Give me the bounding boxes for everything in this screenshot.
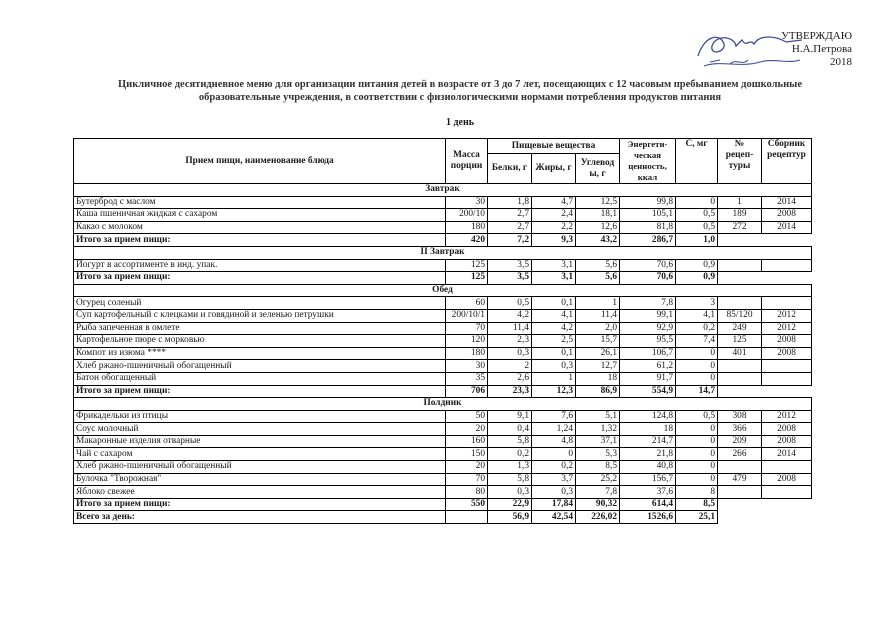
table-cell: 2,4 [532,209,576,222]
table-cell: 5,8 [488,435,532,448]
header-protein: Белки, г [488,154,532,184]
grand-total-cell: 1526,6 [620,511,676,524]
table-row [74,259,812,272]
table-cell: 21,8 [620,448,676,461]
total-cell: 9,3 [532,234,576,247]
section-title: Обед [74,284,812,297]
table-cell: 1,3 [488,461,532,474]
table-cell: 2,5 [532,335,576,348]
table-cell: Макаронные изделия отварные [74,435,446,448]
table-cell: 3,5 [488,259,532,272]
table-row [74,209,812,222]
table-cell: 0 [676,448,718,461]
day-label: 1 день [445,117,475,128]
empty-cell [762,272,812,285]
total-cell: 0,9 [676,272,718,285]
table-cell: 2008 [762,335,812,348]
total-cell: 86,9 [576,385,620,398]
total-cell: 17,84 [532,498,576,511]
total-row [74,234,812,247]
table-cell: 150 [446,448,488,461]
header-energy: Энергети-ческая ценность, ккал [620,139,676,184]
table-cell: 1,24 [532,423,576,436]
table-cell: Компот из изюма **** [74,347,446,360]
table-cell: 18,1 [576,209,620,222]
empty-cell [718,272,762,285]
total-cell: Итого за прием пищи: [74,234,446,247]
table-cell [718,372,762,385]
table-row [74,309,812,322]
table-cell: 81,8 [620,221,676,234]
table-cell: 0,3 [488,347,532,360]
table-cell: 4,8 [532,435,576,448]
table-cell: 99,8 [620,196,676,209]
table-cell: Суп картофельный с клецками и говядиной и зеленью петрушки [74,309,446,322]
total-row [74,272,812,285]
table-cell: Огурец соленый [74,297,446,310]
table-cell: 70 [446,473,488,486]
table-cell: Фрикадельки из птицы [74,410,446,423]
table-cell: 209 [718,435,762,448]
total-cell: 12,3 [532,385,576,398]
table-row [74,347,812,360]
table-cell: Какао с молоком [74,221,446,234]
table-cell: 2008 [762,423,812,436]
table-cell [762,461,812,474]
table-cell: Чай с сахаром [74,448,446,461]
table-cell: 0 [676,372,718,385]
table-cell: 0,5 [676,209,718,222]
table-cell: 3 [676,297,718,310]
table-cell: 2012 [762,322,812,335]
table-cell: 95,5 [620,335,676,348]
page-title: Цикличное десятидневное меню для организации питания детей в возрасте от 3 до 7 лет, посещающих с 12 часовым пребыванием дошкольные образовательные учреждения, в соответствии с физиологическими нормами потребления продуктов питания [118,79,802,103]
grand-total-cell [446,511,488,524]
table-cell: 2,7 [488,209,532,222]
table-cell: 0,5 [676,221,718,234]
total-cell: 125 [446,272,488,285]
grand-total-cell: 56,9 [488,511,532,524]
table-cell: 20 [446,423,488,436]
section-row [74,246,812,259]
table-cell: 0,3 [532,360,576,373]
table-cell: 125 [446,259,488,272]
table-cell: 401 [718,347,762,360]
table-row [74,448,812,461]
table-cell: 30 [446,196,488,209]
table-cell: 8 [676,486,718,499]
table-cell: 2012 [762,410,812,423]
header-recipe: № рецеп-туры [718,139,762,184]
table-cell: Картофельное пюре с морковью [74,335,446,348]
table-cell: Хлеб ржано-пшеничный обогащенный [74,360,446,373]
table-cell: 2014 [762,196,812,209]
table-cell [718,259,762,272]
table-cell: 5,6 [576,259,620,272]
table-cell: 4,1 [532,309,576,322]
table-cell: 156,7 [620,473,676,486]
total-cell: 8,5 [676,498,718,511]
table-cell: Батон обогащенный [74,372,446,385]
table-cell: 266 [718,448,762,461]
table-cell: 106,7 [620,347,676,360]
table-cell: 2008 [762,473,812,486]
table-cell: 35 [446,372,488,385]
table-cell: 0 [532,448,576,461]
menu-body [74,184,812,524]
table-cell: 2008 [762,209,812,222]
section-title: Завтрак [74,184,812,197]
table-cell: 7,8 [576,486,620,499]
empty-cell [718,498,762,511]
table-cell: 125 [718,335,762,348]
total-cell: 420 [446,234,488,247]
total-cell: 5,6 [576,272,620,285]
empty-cell [718,385,762,398]
table-cell: 2 [488,360,532,373]
table-cell: 0 [676,347,718,360]
table-cell [718,360,762,373]
table-cell: 2,6 [488,372,532,385]
table-cell: 4,7 [532,196,576,209]
table-cell: 5,8 [488,473,532,486]
total-cell: 43,2 [576,234,620,247]
table-cell: 200/10 [446,209,488,222]
table-cell: 7,6 [532,410,576,423]
table-cell: 18 [620,423,676,436]
table-cell: Хлеб ржано-пшеничный обогащенный [74,461,446,474]
total-cell: 554,9 [620,385,676,398]
table-cell: 0,1 [532,297,576,310]
total-row [74,385,812,398]
table-cell: 30 [446,360,488,373]
table-cell: 189 [718,209,762,222]
table-cell: 200/10/1 [446,309,488,322]
total-cell: 3,1 [532,272,576,285]
table-row [74,423,812,436]
table-cell: Бутерброд с маслом [74,196,446,209]
table-cell [762,259,812,272]
table-cell [762,486,812,499]
total-row [74,498,812,511]
table-cell: 249 [718,322,762,335]
table-cell: 37,1 [576,435,620,448]
section-row [74,398,812,411]
table-cell: 2014 [762,221,812,234]
total-cell: 614,4 [620,498,676,511]
header-vitamin-c: С, мг [676,139,718,184]
table-cell: 11,4 [576,309,620,322]
table-cell: 7,4 [676,335,718,348]
table-cell: 366 [718,423,762,436]
table-cell: 3,7 [532,473,576,486]
table-cell: 60 [446,297,488,310]
table-cell: 12,7 [576,360,620,373]
table-cell: 180 [446,221,488,234]
table-cell: 0,2 [488,448,532,461]
total-cell: 7,2 [488,234,532,247]
empty-cell [762,385,812,398]
grand-total-row [74,511,812,524]
total-cell: 22,9 [488,498,532,511]
table-cell: 1 [576,297,620,310]
table-cell: 0 [676,196,718,209]
handwritten-signature [690,26,810,72]
table-cell: 308 [718,410,762,423]
total-cell: 706 [446,385,488,398]
table-cell: 92,9 [620,322,676,335]
table-cell: 2014 [762,448,812,461]
table-row [74,435,812,448]
section-title: II Завтрак [74,246,812,259]
table-cell: Рыба запеченная в омлете [74,322,446,335]
table-cell [718,297,762,310]
table-row [74,196,812,209]
table-cell: 2012 [762,309,812,322]
table-cell: 105,1 [620,209,676,222]
table-cell: 91,7 [620,372,676,385]
table-cell: 8,5 [576,461,620,474]
table-cell: 26,1 [576,347,620,360]
table-cell: 0,3 [532,486,576,499]
table-cell: 120 [446,335,488,348]
table-cell: 0,2 [676,322,718,335]
table-cell [718,461,762,474]
table-cell: 70 [446,322,488,335]
section-title: Полдник [74,398,812,411]
table-cell: 214,7 [620,435,676,448]
table-cell: 0,9 [676,259,718,272]
table-row [74,461,812,474]
table-cell: 1 [532,372,576,385]
table-cell: 99,1 [620,309,676,322]
total-cell: 23,3 [488,385,532,398]
total-cell: 90,32 [576,498,620,511]
total-cell: Итого за прием пищи: [74,498,446,511]
table-cell [762,360,812,373]
table-row [74,360,812,373]
total-cell: 3,5 [488,272,532,285]
total-cell: Итого за прием пищи: [74,272,446,285]
empty-cell [762,234,812,247]
table-cell: 2,2 [532,221,576,234]
table-cell: 2008 [762,435,812,448]
table-cell: 85/120 [718,309,762,322]
table-cell [762,297,812,310]
table-cell: 479 [718,473,762,486]
table-cell: 18 [576,372,620,385]
table-cell: 50 [446,410,488,423]
total-cell: 550 [446,498,488,511]
menu-table [73,138,812,524]
empty-cell [718,234,762,247]
table-cell: 15,7 [576,335,620,348]
table-cell: 0 [676,473,718,486]
approver-name: Н.А.Петрова [791,43,852,55]
table-cell: 5,3 [576,448,620,461]
table-cell [762,372,812,385]
table-row [74,335,812,348]
section-row [74,184,812,197]
table-cell: 2,3 [488,335,532,348]
table-cell: 0 [676,461,718,474]
table-cell: 80 [446,486,488,499]
table-cell: Йогурт в ассортименте в инд. упак. [74,259,446,272]
table-cell: Соус молочный [74,423,446,436]
table-row [74,410,812,423]
total-cell: Итого за прием пищи: [74,385,446,398]
empty-cell [762,511,812,524]
header-nutrients: Пищевые вещества [488,139,620,154]
table-cell: 2008 [762,347,812,360]
table-cell: 1,32 [576,423,620,436]
total-cell: 70,6 [620,272,676,285]
approval-heading: УТВЕРЖДАЮ [781,30,852,42]
table-cell: 0,5 [676,410,718,423]
table-cell: 12,6 [576,221,620,234]
table-cell: 70,6 [620,259,676,272]
table-cell: 0 [676,423,718,436]
table-cell: 4,1 [676,309,718,322]
table-cell: 0,2 [532,461,576,474]
table-cell: Каша пшеничная жидкая с сахаром [74,209,446,222]
table-cell [718,486,762,499]
table-cell: 11,4 [488,322,532,335]
table-row [74,221,812,234]
table-cell: 12,5 [576,196,620,209]
table-cell: Булочка "Творожная" [74,473,446,486]
empty-cell [718,511,762,524]
section-row [74,284,812,297]
table-cell: 9,1 [488,410,532,423]
header-mass: Масса порции [446,139,488,184]
table-cell: 180 [446,347,488,360]
header-fat: Жиры, г [532,154,576,184]
table-cell: 124,8 [620,410,676,423]
approval-year: 2018 [830,56,852,68]
table-cell: 1,8 [488,196,532,209]
table-row [74,297,812,310]
table-row [74,372,812,385]
table-cell: 0 [676,435,718,448]
total-cell: 1,0 [676,234,718,247]
table-cell: 61,2 [620,360,676,373]
grand-total-cell: 25,1 [676,511,718,524]
table-cell: 2,7 [488,221,532,234]
table-cell: 272 [718,221,762,234]
table-cell: 1 [718,196,762,209]
header-collection: Сборник рецептур [762,139,812,184]
table-cell: 4,2 [532,322,576,335]
header-carbs: Углевод ы, г [576,154,620,184]
table-cell: 20 [446,461,488,474]
grand-total-cell: 226,02 [576,511,620,524]
grand-total-cell: 42,54 [532,511,576,524]
table-cell: 0,4 [488,423,532,436]
total-cell: 286,7 [620,234,676,247]
empty-cell [762,498,812,511]
table-cell: 0,5 [488,297,532,310]
table-cell: 4,2 [488,309,532,322]
table-cell: 0,3 [488,486,532,499]
table-row [74,322,812,335]
header-dish: Прием пищи, наименование блюда [74,139,446,184]
table-cell: 160 [446,435,488,448]
table-row [74,473,812,486]
table-cell: Яблоко свежее [74,486,446,499]
table-row [74,486,812,499]
grand-total-cell: Всего за день: [74,511,446,524]
table-cell: 5,1 [576,410,620,423]
table-cell: 40,8 [620,461,676,474]
total-cell: 14,7 [676,385,718,398]
table-cell: 7,8 [620,297,676,310]
table-cell: 37,6 [620,486,676,499]
table-cell: 2,0 [576,322,620,335]
table-cell: 0 [676,360,718,373]
table-cell: 25,2 [576,473,620,486]
table-cell: 0,1 [532,347,576,360]
table-cell: 3,1 [532,259,576,272]
